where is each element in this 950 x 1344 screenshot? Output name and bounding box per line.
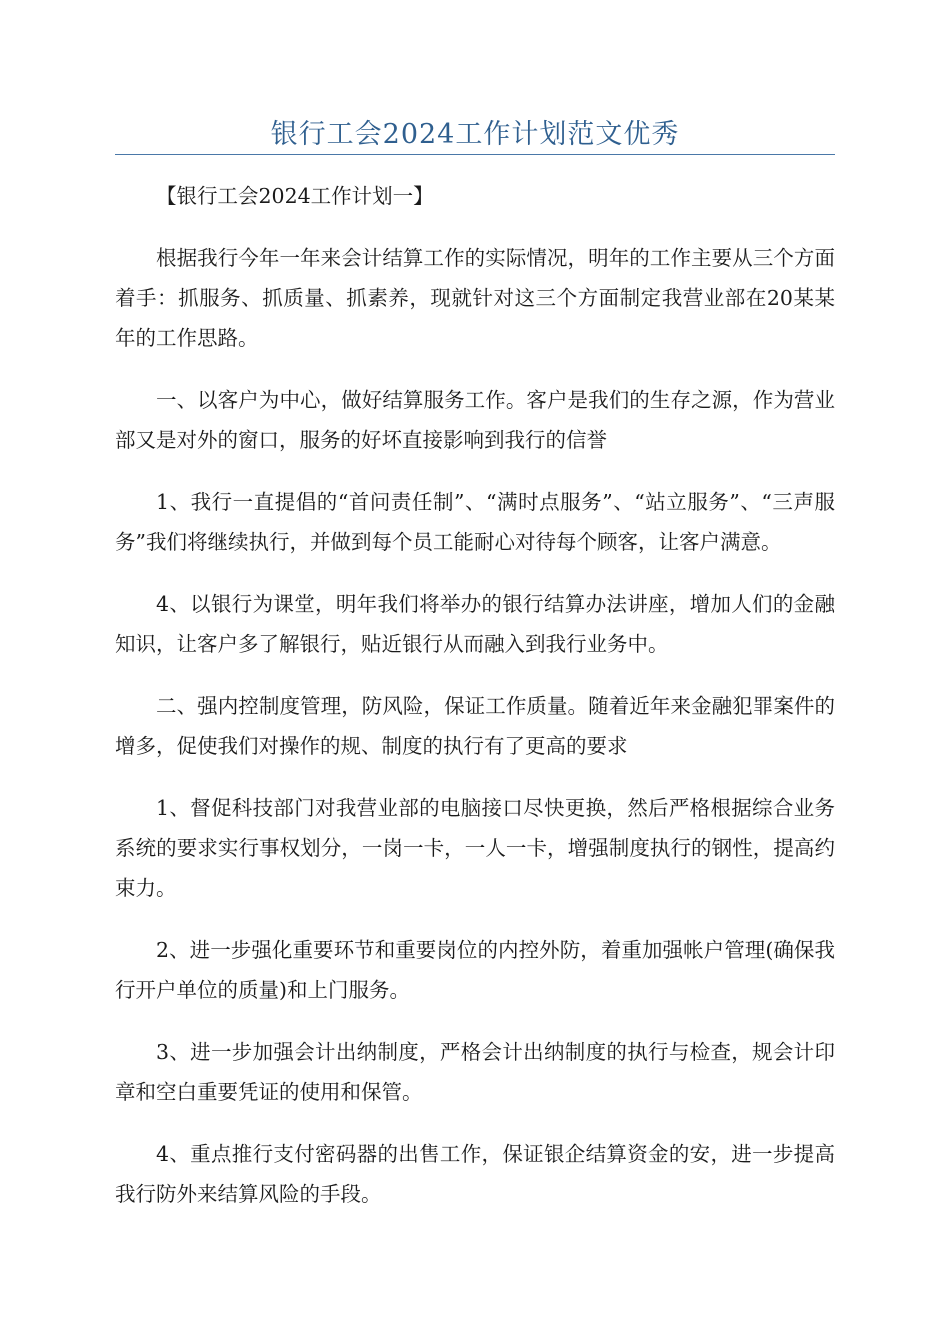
body-paragraph: 根据我行今年一年来会计结算工作的实际情况，明年的工作主要从三个方面着手：抓服务、抓质量、抓素养，现就针对这三个方面制定我营业部在20某某年的工作思路。: [115, 246, 835, 350]
title-underline: [115, 154, 835, 155]
body-paragraph: 2、进一步强化重要环节和重要岗位的内控外防，着重加强帐户管理(确保我行开户单位的质量)和上门服务。: [115, 938, 835, 1002]
body-paragraph: 3、进一步加强会计出纳制度，严格会计出纳制度的执行与检查，规会计印章和空白重要凭证的使用和保管。: [115, 1040, 835, 1104]
body-paragraph: 1、督促科技部门对我营业部的电脑接口尽快更换，然后严格根据综合业务系统的要求实行事权划分，一岗一卡，一人一卡，增强制度执行的钢性，提高约束力。: [115, 796, 835, 900]
body-paragraph: 一、以客户为中心，做好结算服务工作。客户是我们的生存之源，作为营业部又是对外的窗口，服务的好坏直接影响到我行的信誉: [115, 388, 835, 452]
body-paragraph: 4、重点推行支付密码器的出售工作，保证银企结算资金的安，进一步提高我行防外来结算风险的手段。: [115, 1142, 835, 1206]
section-heading: 【银行工会2024工作计划一】: [156, 184, 434, 208]
body-paragraph: 1、我行一直提倡的“首问责任制”、“满时点服务”、“站立服务”、“三声服务”我们将继续执行，并做到每个员工能耐心对待每个顾客，让客户满意。: [115, 490, 835, 554]
body-paragraph: 二、强内控制度管理，防风险，保证工作质量。随着近年来金融犯罪案件的增多，促使我们对操作的规、制度的执行有了更高的要求: [115, 694, 835, 758]
body-paragraph: 4、以银行为课堂，明年我们将举办的银行结算办法讲座，增加人们的金融知识，让客户多了解银行，贴近银行从而融入到我行业务中。: [115, 592, 835, 656]
document-body: [115, 176, 835, 1236]
document-title: 银行工会2024工作计划范文优秀: [270, 119, 680, 150]
